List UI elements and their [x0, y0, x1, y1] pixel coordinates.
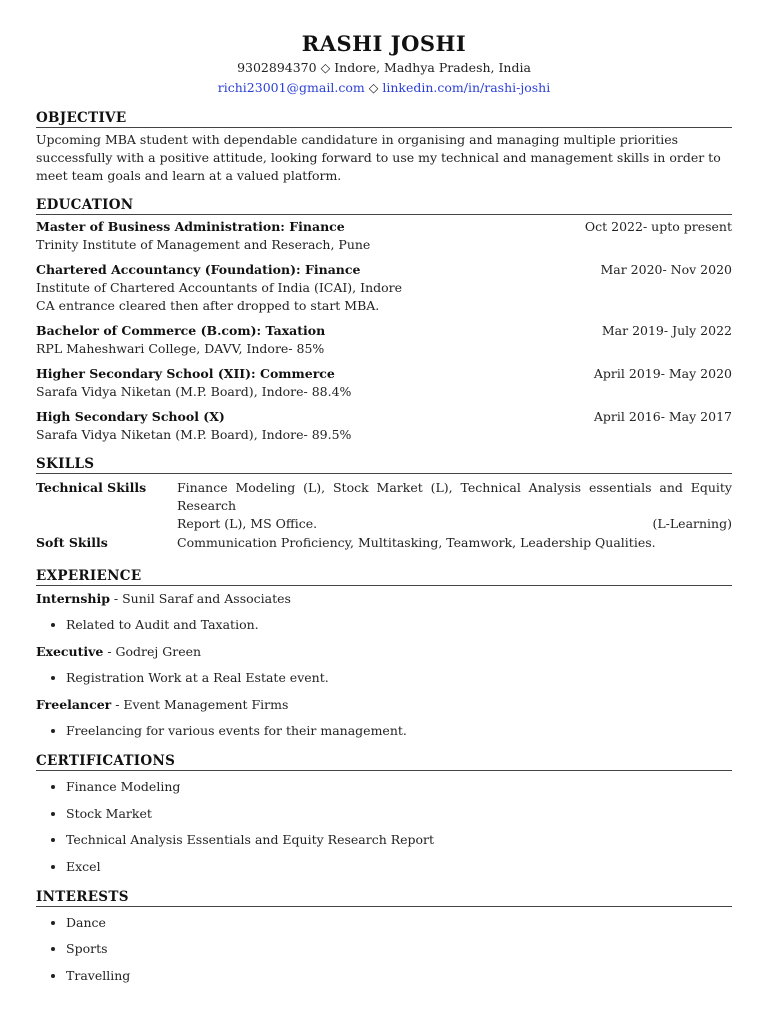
technical-skills-line-2: Report (L), MS Office.: [177, 516, 318, 531]
experience-entry: [36, 642, 732, 688]
education-list: [36, 218, 732, 444]
degree-title: Chartered Accountancy (Foundation): Finance: [36, 262, 361, 277]
technical-skills-line-1: Finance Modeling (L), Stock Market (L), Technical Analysis essentials and Equity Research: [177, 480, 732, 513]
objective-section: [36, 110, 732, 185]
list-item: • Excel: [66, 857, 732, 877]
soft-skills-label: Soft Skills: [36, 535, 108, 550]
education-entry: [36, 365, 732, 401]
candidate-name: RASHI JOSHI: [301, 31, 467, 56]
education-entry: [36, 261, 732, 315]
institution: Trinity Institute of Management and Reserach, Pune: [36, 237, 371, 252]
linkedin-link[interactable]: linkedin.com/in/rashi-joshi: [382, 80, 551, 95]
experience-section: [36, 568, 732, 741]
resume-header: [36, 30, 732, 98]
experience-entry: [36, 589, 732, 635]
soft-skills-value: Communication Proficiency, Multitasking, Teamwork, Leadership Qualities.: [177, 535, 656, 550]
list-item: • Sports: [66, 939, 732, 959]
experience-org: - Godrej Green: [103, 644, 202, 659]
education-entry: [36, 408, 732, 444]
contact-line-2: [36, 78, 732, 98]
resume-page: [36, 30, 732, 993]
degree-title: Bachelor of Commerce (B.com): Taxation: [36, 323, 326, 338]
soft-skills-row: [36, 534, 732, 552]
interests-list: [36, 913, 732, 986]
education-section: [36, 197, 732, 444]
objective-text: Upcoming MBA student with dependable candidature in organising and managing multiple priorities successfully with a positive attitude, looking forward to use my technical and management skills in order to meet team goals and learn at a valued platform.: [36, 132, 721, 183]
experience-org: - Event Management Firms: [111, 697, 289, 712]
education-entry: [36, 218, 732, 254]
list-item: • Travelling: [66, 966, 732, 986]
skills-section: [36, 456, 732, 552]
education-entry: [36, 322, 732, 358]
institution: RPL Maheshwari College, DAVV, Indore- 85%: [36, 341, 325, 356]
list-item: • Finance Modeling: [66, 777, 732, 797]
contact-line-1: [36, 58, 732, 78]
institution: Sarafa Vidya Niketan (M.P. Board), Indore- 88.4%: [36, 384, 352, 399]
experience-org: - Sunil Saraf and Associates: [109, 591, 291, 606]
section-title-experience: EXPERIENCE: [36, 568, 732, 586]
degree-dates: Mar 2019- July 2022: [601, 323, 732, 338]
degree-title: High Secondary School (X): [36, 409, 225, 424]
certifications-section: [36, 753, 732, 877]
experience-role: Executive: [36, 644, 104, 659]
experience-bullet: • Related to Audit and Taxation.: [66, 615, 732, 635]
degree-dates: Mar 2020- Nov 2020: [600, 262, 732, 277]
experience-role: Freelancer: [36, 697, 112, 712]
phone-number: 9302894370: [237, 60, 317, 75]
certifications-list: [36, 777, 732, 877]
degree-dates: Oct 2022- upto present: [584, 219, 732, 234]
section-title-education: EDUCATION: [36, 197, 732, 215]
institution: Institute of Chartered Accountants of India (ICAI), Indore: [36, 280, 403, 295]
separator-diamond: ◇: [320, 60, 331, 75]
learning-legend: (L-Learning): [652, 516, 732, 531]
location: Indore, Madhya Pradesh, India: [334, 60, 531, 75]
section-title-skills: SKILLS: [36, 456, 732, 474]
list-item: • Stock Market: [66, 804, 732, 824]
separator-diamond: ◇: [368, 80, 379, 95]
degree-title: Master of Business Administration: Finance: [36, 219, 345, 234]
section-title-certifications: CERTIFICATIONS: [36, 753, 732, 771]
section-title-interests: INTERESTS: [36, 889, 732, 907]
technical-skills-label: Technical Skills: [36, 480, 147, 495]
experience-bullet: • Freelancing for various events for their management.: [66, 721, 732, 741]
list-item: • Dance: [66, 913, 732, 933]
list-item: • Technical Analysis Essentials and Equity Research Report: [66, 830, 732, 850]
degree-dates: April 2019- May 2020: [593, 366, 732, 381]
email-link[interactable]: richi23001@gmail.com: [217, 80, 365, 95]
education-note: CA entrance cleared then after dropped to start MBA.: [36, 298, 380, 313]
section-title-objective: OBJECTIVE: [36, 110, 732, 128]
institution: Sarafa Vidya Niketan (M.P. Board), Indore- 89.5%: [36, 427, 352, 442]
experience-role: Internship: [36, 591, 110, 606]
technical-skills-row: [36, 479, 732, 533]
technical-skills-value: [177, 479, 732, 533]
degree-dates: April 2016- May 2017: [593, 409, 732, 424]
degree-title: Higher Secondary School (XII): Commerce: [36, 366, 335, 381]
experience-bullet: • Registration Work at a Real Estate event.: [66, 668, 732, 688]
interests-section: [36, 889, 732, 986]
experience-entry: [36, 695, 732, 741]
